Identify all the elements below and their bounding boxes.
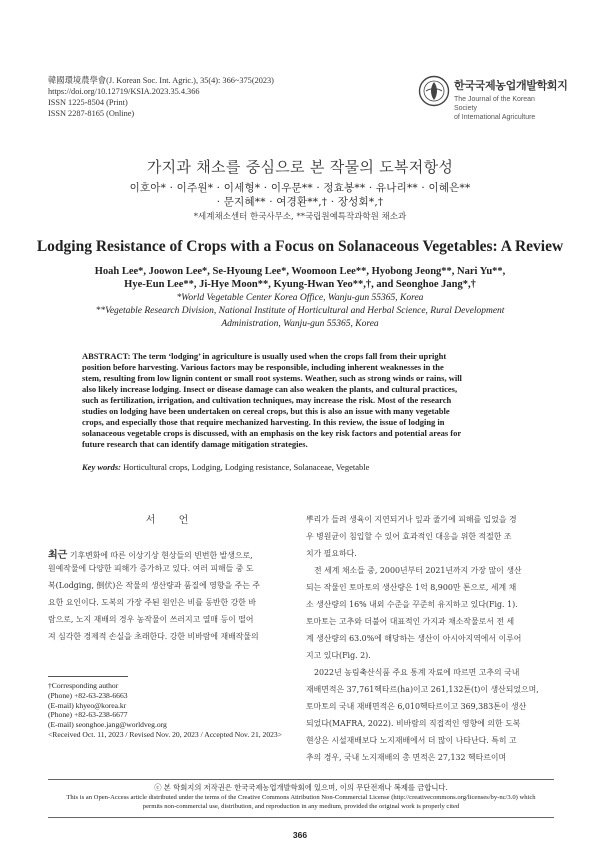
license-line: This is an Open-Access article distributed under the terms of the Creative Commons Attribution Non-Commercial License (http://creativecommons.org/licenses/by-nc/3.0) which — [66, 794, 536, 801]
body-line: 현상은 시설재배보다 노지재배에서 더 많이 나타난다. 특히 고 — [306, 736, 517, 745]
footnote-line: (Phone) +82-63-238-6663 — [48, 690, 128, 700]
body-line-text: 기후변화에 따른 이상기상 현상들의 빈번한 발생으로, — [67, 551, 253, 560]
korean-authors-line: 이호아* · 이주원* · 이세형* · 이우문** · 정효봉** · 유나리** · 이혜은** — [129, 182, 471, 194]
doi-link[interactable]: https://doi.org/10.12719/KSIA.2023.35.4.366 — [48, 86, 200, 96]
body-line: 지고 있다(Fig. 2). — [306, 651, 371, 660]
abstract-line: stem, resulting from low lignin content or small root systems. Weather, such as strong winds or rains, will — [82, 373, 462, 383]
body-line: 원예작물에 다양한 피해가 증가하고 있다. 여러 피해들 중 도 — [48, 564, 254, 573]
korean-authors-line: · 문지혜** · 여경환**,† · 장성회*,† — [216, 196, 384, 208]
body-line: 2022년 농림축산식품 주요 통계 자료에 따르면 고추의 국내 — [314, 668, 520, 677]
english-authors-line: Hye-Eun Lee**, Ji-Hye Moon**, Kyung-Hwan Yeo**,†, and Seonghoe Jang*,† — [124, 279, 476, 290]
body-line: 져 심각한 경제적 손실을 초래한다. 강한 비바람에 재배작물의 — [48, 632, 259, 641]
body-line: 추의 경우, 국내 노지재배의 총 면적은 27,132 헥타르이며 — [306, 753, 507, 762]
body-line: 치가 필요하다. — [306, 549, 357, 558]
society-name-english — [454, 95, 558, 122]
society-name-english-line: The Journal of the Korean Society — [454, 96, 535, 112]
abstract-line: solanaceous vegetable crops is discussed, with an emphasis on the key risk factors and potential areas for — [82, 428, 462, 438]
dropcap-word: 최근 — [48, 550, 68, 561]
copyright-notice: ⓒ 본 학회지의 저작권은 한국국제농업개발학회에 있으며, 이의 무단전재나 복제를 금합니다. — [154, 783, 448, 792]
english-authors-line: Hoah Lee*, Joowon Lee*, Se-Hyoung Lee*, Woomoon Lee**, Hyobong Jeong**, Nari Yu**, — [94, 266, 506, 277]
korean-title: 가지과 채소를 중심으로 본 작물의 도복저항성 — [146, 158, 454, 176]
body-line: 뿌리가 들려 생육이 지연되거나 잎과 줄기에 피해를 입었을 경 — [306, 515, 517, 524]
abstract-line: position before harvesting. Various factors may be responsible, including inherent weaknesses in the — [82, 362, 444, 372]
english-affiliation-line: **Vegetable Research Division, National Institute of Horticultural and Herbal Science, Rural Development — [95, 306, 505, 316]
abstract-line: studies on lodging have been undertaken on cereal crops, but this is also an issue with many vegetable — [82, 406, 450, 416]
society-emblem-icon — [418, 75, 450, 107]
issn-online: ISSN 2287-8165 (Online) — [48, 108, 135, 118]
abstract-line: also likely increase lodging. Insect or disease damage can also weaken the plants, and cultural practices, — [82, 384, 458, 394]
journal-citation: 韓國環境農學會(J. Korean Soc. Int. Agric.), 35(4): 366~375(2023) — [48, 76, 274, 85]
body-line: 람으로, 노지 재배의 경우 농작물이 쓰러지고 열매 등이 떨어 — [48, 615, 254, 624]
body-line: 전 세계 채소들 중, 2000년부터 2021년까지 가장 많이 생산 — [314, 566, 522, 575]
footnote-line: †Corresponding author — [48, 681, 119, 690]
footnote-line: (Phone) +82-63-238-6677 — [48, 710, 128, 720]
body-line: 계 생산량의 63.0%에 해당하는 생산이 아시아지역에서 이루어 — [306, 634, 522, 643]
body-line: 토마토의 국내 재배면적은 6,010헥타르이고 369,383톤이 생산 — [306, 702, 527, 711]
footnote-email[interactable]: (E-mail) khyeo@korea.kr — [48, 700, 127, 710]
abstract — [82, 351, 522, 450]
corresponding-author-footnote — [48, 681, 282, 740]
abstract-line: ABSTRACT: The term ‘lodging’ in agriculture is usually used when the crops fall from their upright — [82, 351, 447, 361]
english-title: Lodging Resistance of Crops with a Focus on Solanaceous Vegetables: A Review — [36, 238, 564, 255]
license-line: permits non-commercial use, distribution, and reproduction in any medium, provided the original work is properly cited — [142, 802, 460, 810]
korean-affiliation: *세계채소센터 한국사무소, **국립원예특작과학원 채소과 — [193, 212, 407, 222]
issn-print: ISSN 1225-8504 (Print) — [48, 97, 128, 107]
body-line: 복(Lodging, 倒伏)은 작물의 생산량과 품질에 영향을 주는 주 — [48, 581, 260, 590]
body-line — [48, 546, 296, 561]
society-name-english-line: of International Agriculture — [454, 114, 536, 121]
footnote-divider — [48, 676, 128, 677]
abstract-line: future research that can identify damage mitigation strategies. — [82, 439, 308, 449]
body-line: 토마토는 고추와 더불어 대표적인 가지과 채소작물로서 전 세 — [306, 617, 515, 626]
footnote-email[interactable]: (E-mail) seonghoe.jang@worldveg.org — [48, 720, 167, 730]
keywords — [82, 462, 522, 472]
body-line: 요한 요인이다. 도복의 가장 주된 원인은 비를 동반한 강한 바 — [48, 598, 257, 607]
body-line: 우 병원균이 침입할 수 있어 효과적인 대응을 위한 적절한 조 — [306, 532, 512, 541]
body-line: 되었다(MAFRA, 2022). 비바람의 직접적인 영향에 의한 도복 — [306, 719, 521, 728]
body-line: 재배면적은 37,761헥타르(ha)이고 261,132톤(t)이 생산되었으며, — [306, 685, 539, 694]
abstract-line: such as fertilization, irrigation, and cultivation techniques, may increase the risk. Most of the research — [82, 395, 452, 405]
society-logo — [418, 73, 568, 121]
section-title-introduction: 서 언 — [145, 515, 199, 526]
license-text — [48, 794, 554, 811]
english-affiliation-line: *World Vegetable Center Korea Office, Wanju-gun 55365, Korea — [176, 293, 424, 303]
english-affiliation-line: Administration, Wanju-gun 55365, Korea — [221, 319, 379, 329]
page-number: 366 — [292, 830, 308, 840]
keywords-label: Key words: — [82, 462, 121, 472]
society-name-korean: 한국국제농업개발학회지 — [454, 79, 568, 92]
journal-header — [48, 76, 274, 120]
license-box — [48, 779, 554, 818]
body-line: 소 생산량의 16% 내외 수준을 꾸준히 유지하고 있다(Fig. 1). — [306, 600, 518, 609]
abstract-line: crops, and especially those that require mechanized harvesting. In this review, the issue of lodging in — [82, 417, 445, 427]
body-line: 되는 작물인 토마토의 생산량은 1억 8,900만 톤으로, 세계 채 — [306, 583, 517, 592]
received-dates: <Received Oct. 11, 2023 / Revised Nov. 20, 2023 / Accepted Nov. 21, 2023> — [48, 729, 283, 739]
keywords-list: Horticultural crops, Lodging, Lodging resistance, Solanaceae, Vegetable — [123, 462, 370, 472]
